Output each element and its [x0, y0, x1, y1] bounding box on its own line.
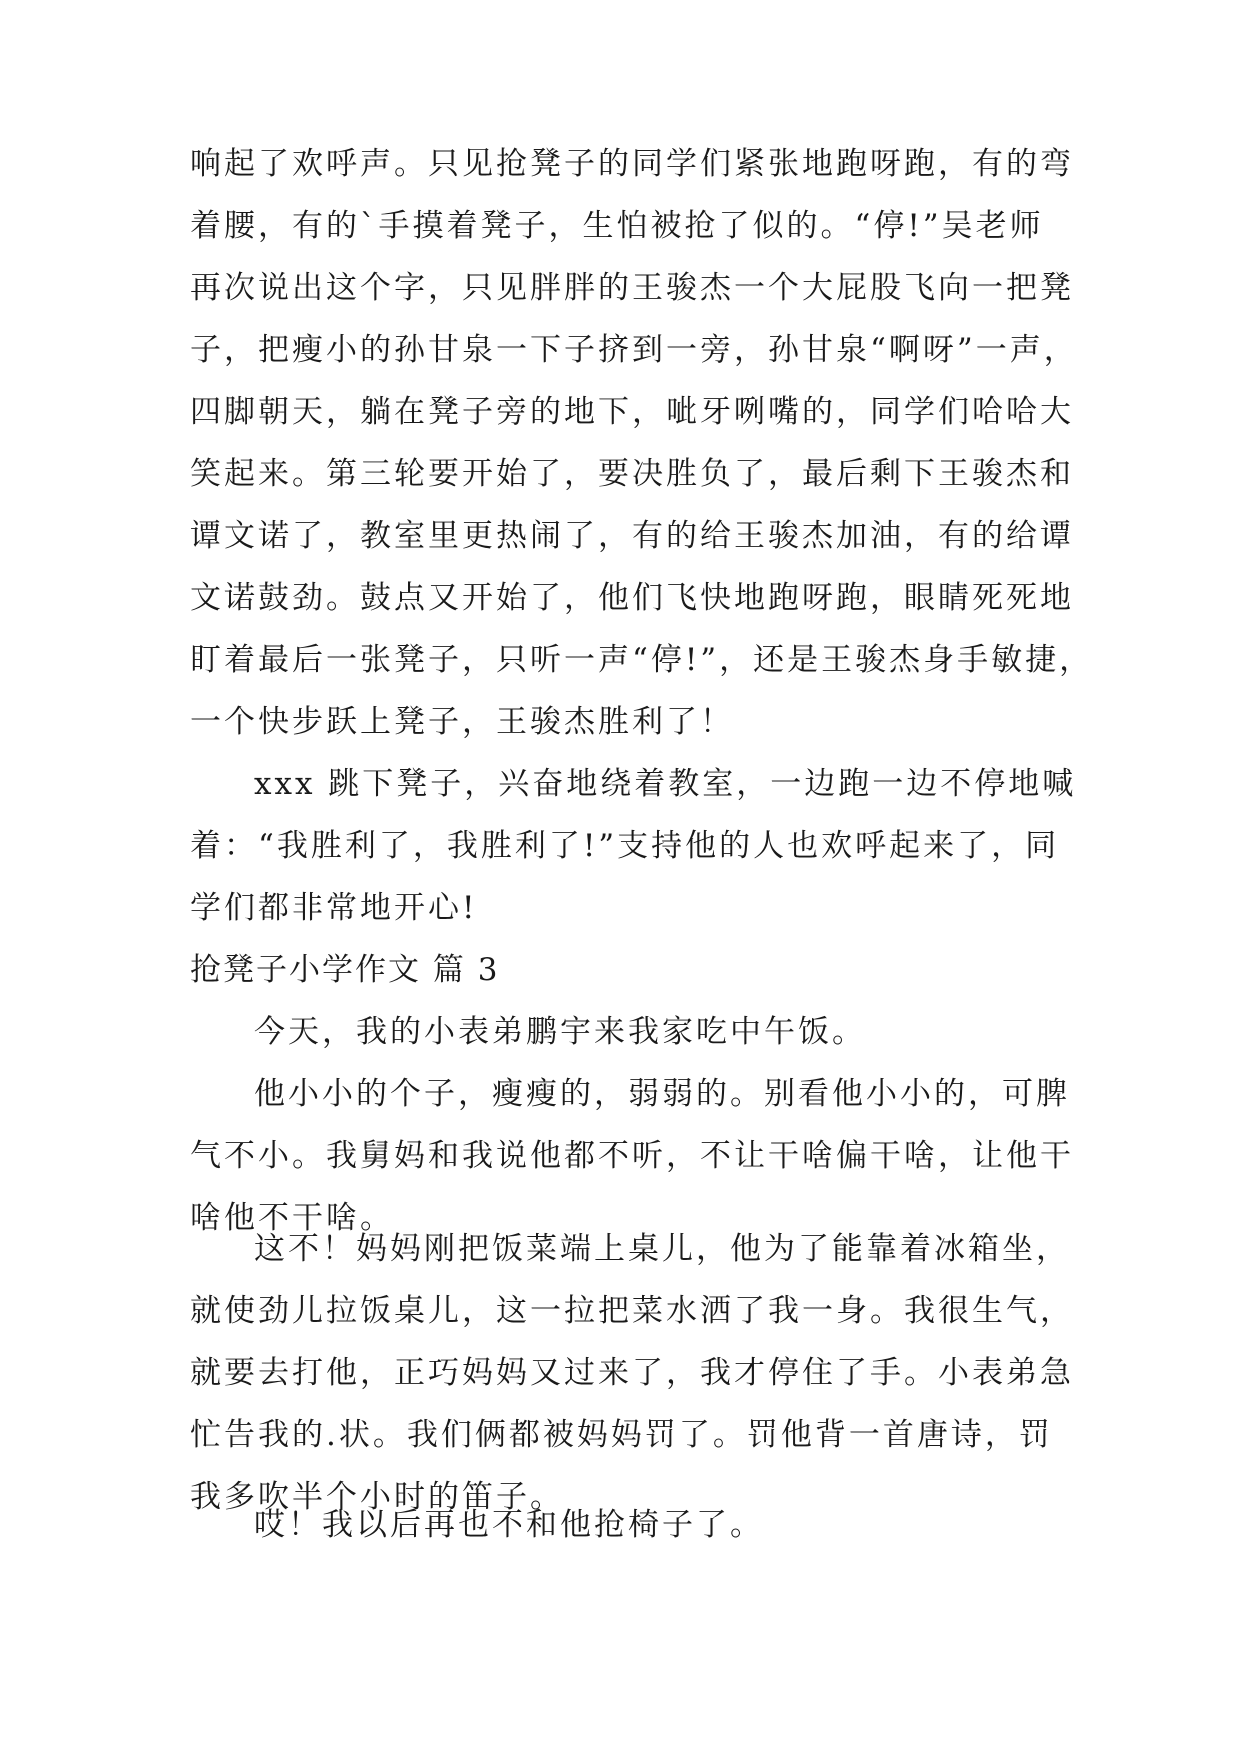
text-line: 哎！我以后再也不和他抢椅子了。 — [254, 1507, 764, 1543]
text-line: 着腰，有的`手摸着凳子，生怕被抢了似的。“停!”吴老师 — [190, 208, 1044, 244]
text-line: 文诺鼓劲。鼓点又开始了，他们飞快地跑呀跑，眼睛死死地 — [190, 580, 1074, 616]
text-line: 盯着最后一张凳子，只听一声“停!”，还是王骏杰身手敏捷， — [190, 642, 1094, 678]
paragraph-3 — [190, 1001, 1060, 1063]
text-line: 就使劲儿拉饭桌儿，这一拉把菜水洒了我一身。我很生气， — [190, 1293, 1074, 1329]
text-line: 气不小。我舅妈和我说他都不听，不让干啥偏干啥，让他干 — [190, 1138, 1074, 1174]
text-line: 一个快步跃上凳子，王骏杰胜利了！ — [190, 704, 734, 740]
paragraph-1 — [190, 133, 1094, 753]
text-line: 就要去打他，正巧妈妈又过来了，我才停住了手。小表弟急 — [190, 1355, 1074, 1391]
text-line: 响起了欢呼声。只见抢凳子的同学们紧张地跑呀跑，有的弯 — [190, 146, 1074, 182]
text-line: 学们都非常地开心! — [190, 890, 478, 926]
paragraph-5 — [190, 1218, 1074, 1528]
text-line: 着：“我胜利了，我胜利了!”支持他的人也欢呼起来了，同 — [190, 828, 1060, 864]
text-line: 笑起来。第三轮要开始了，要决胜负了，最后剩下王骏杰和 — [190, 456, 1074, 492]
paragraph-2 — [190, 753, 1077, 939]
text-line: 这不！妈妈刚把饭菜端上桌儿，他为了能靠着冰箱坐， — [254, 1231, 1070, 1267]
text-line: 四脚朝天，躺在凳子旁的地下，呲牙咧嘴的，同学们哈哈大 — [190, 394, 1074, 430]
text-line: xxx 跳下凳子，兴奋地绕着教室，一边跑一边不停地喊 — [254, 766, 1077, 802]
text-line: 再次说出这个字，只见胖胖的王骏杰一个大屁股飞向一把凳 — [190, 270, 1074, 306]
text-line: 我多吹半个小时的笛子。 — [190, 1479, 564, 1515]
text-line: 啥他不干啥。 — [190, 1200, 394, 1236]
text-line: 今天，我的小表弟鹏宇来我家吃中午饭。 — [254, 1014, 866, 1050]
section-heading-block — [190, 939, 1060, 1001]
text-line: 忙告我的.状。我们俩都被妈妈罚了。罚他背一首唐诗，罚 — [190, 1417, 1053, 1453]
text-line: 他小小的个子，瘦瘦的，弱弱的。别看他小小的，可脾 — [254, 1076, 1070, 1112]
paragraph-6 — [190, 1494, 1060, 1556]
section-heading: 抢凳子小学作文 篇 3 — [190, 952, 500, 988]
text-line: 子，把瘦小的孙甘泉一下子挤到一旁，孙甘泉“啊呀”一声， — [190, 332, 1078, 368]
text-line: 谭文诺了，教室里更热闹了，有的给王骏杰加油，有的给谭 — [190, 518, 1074, 554]
